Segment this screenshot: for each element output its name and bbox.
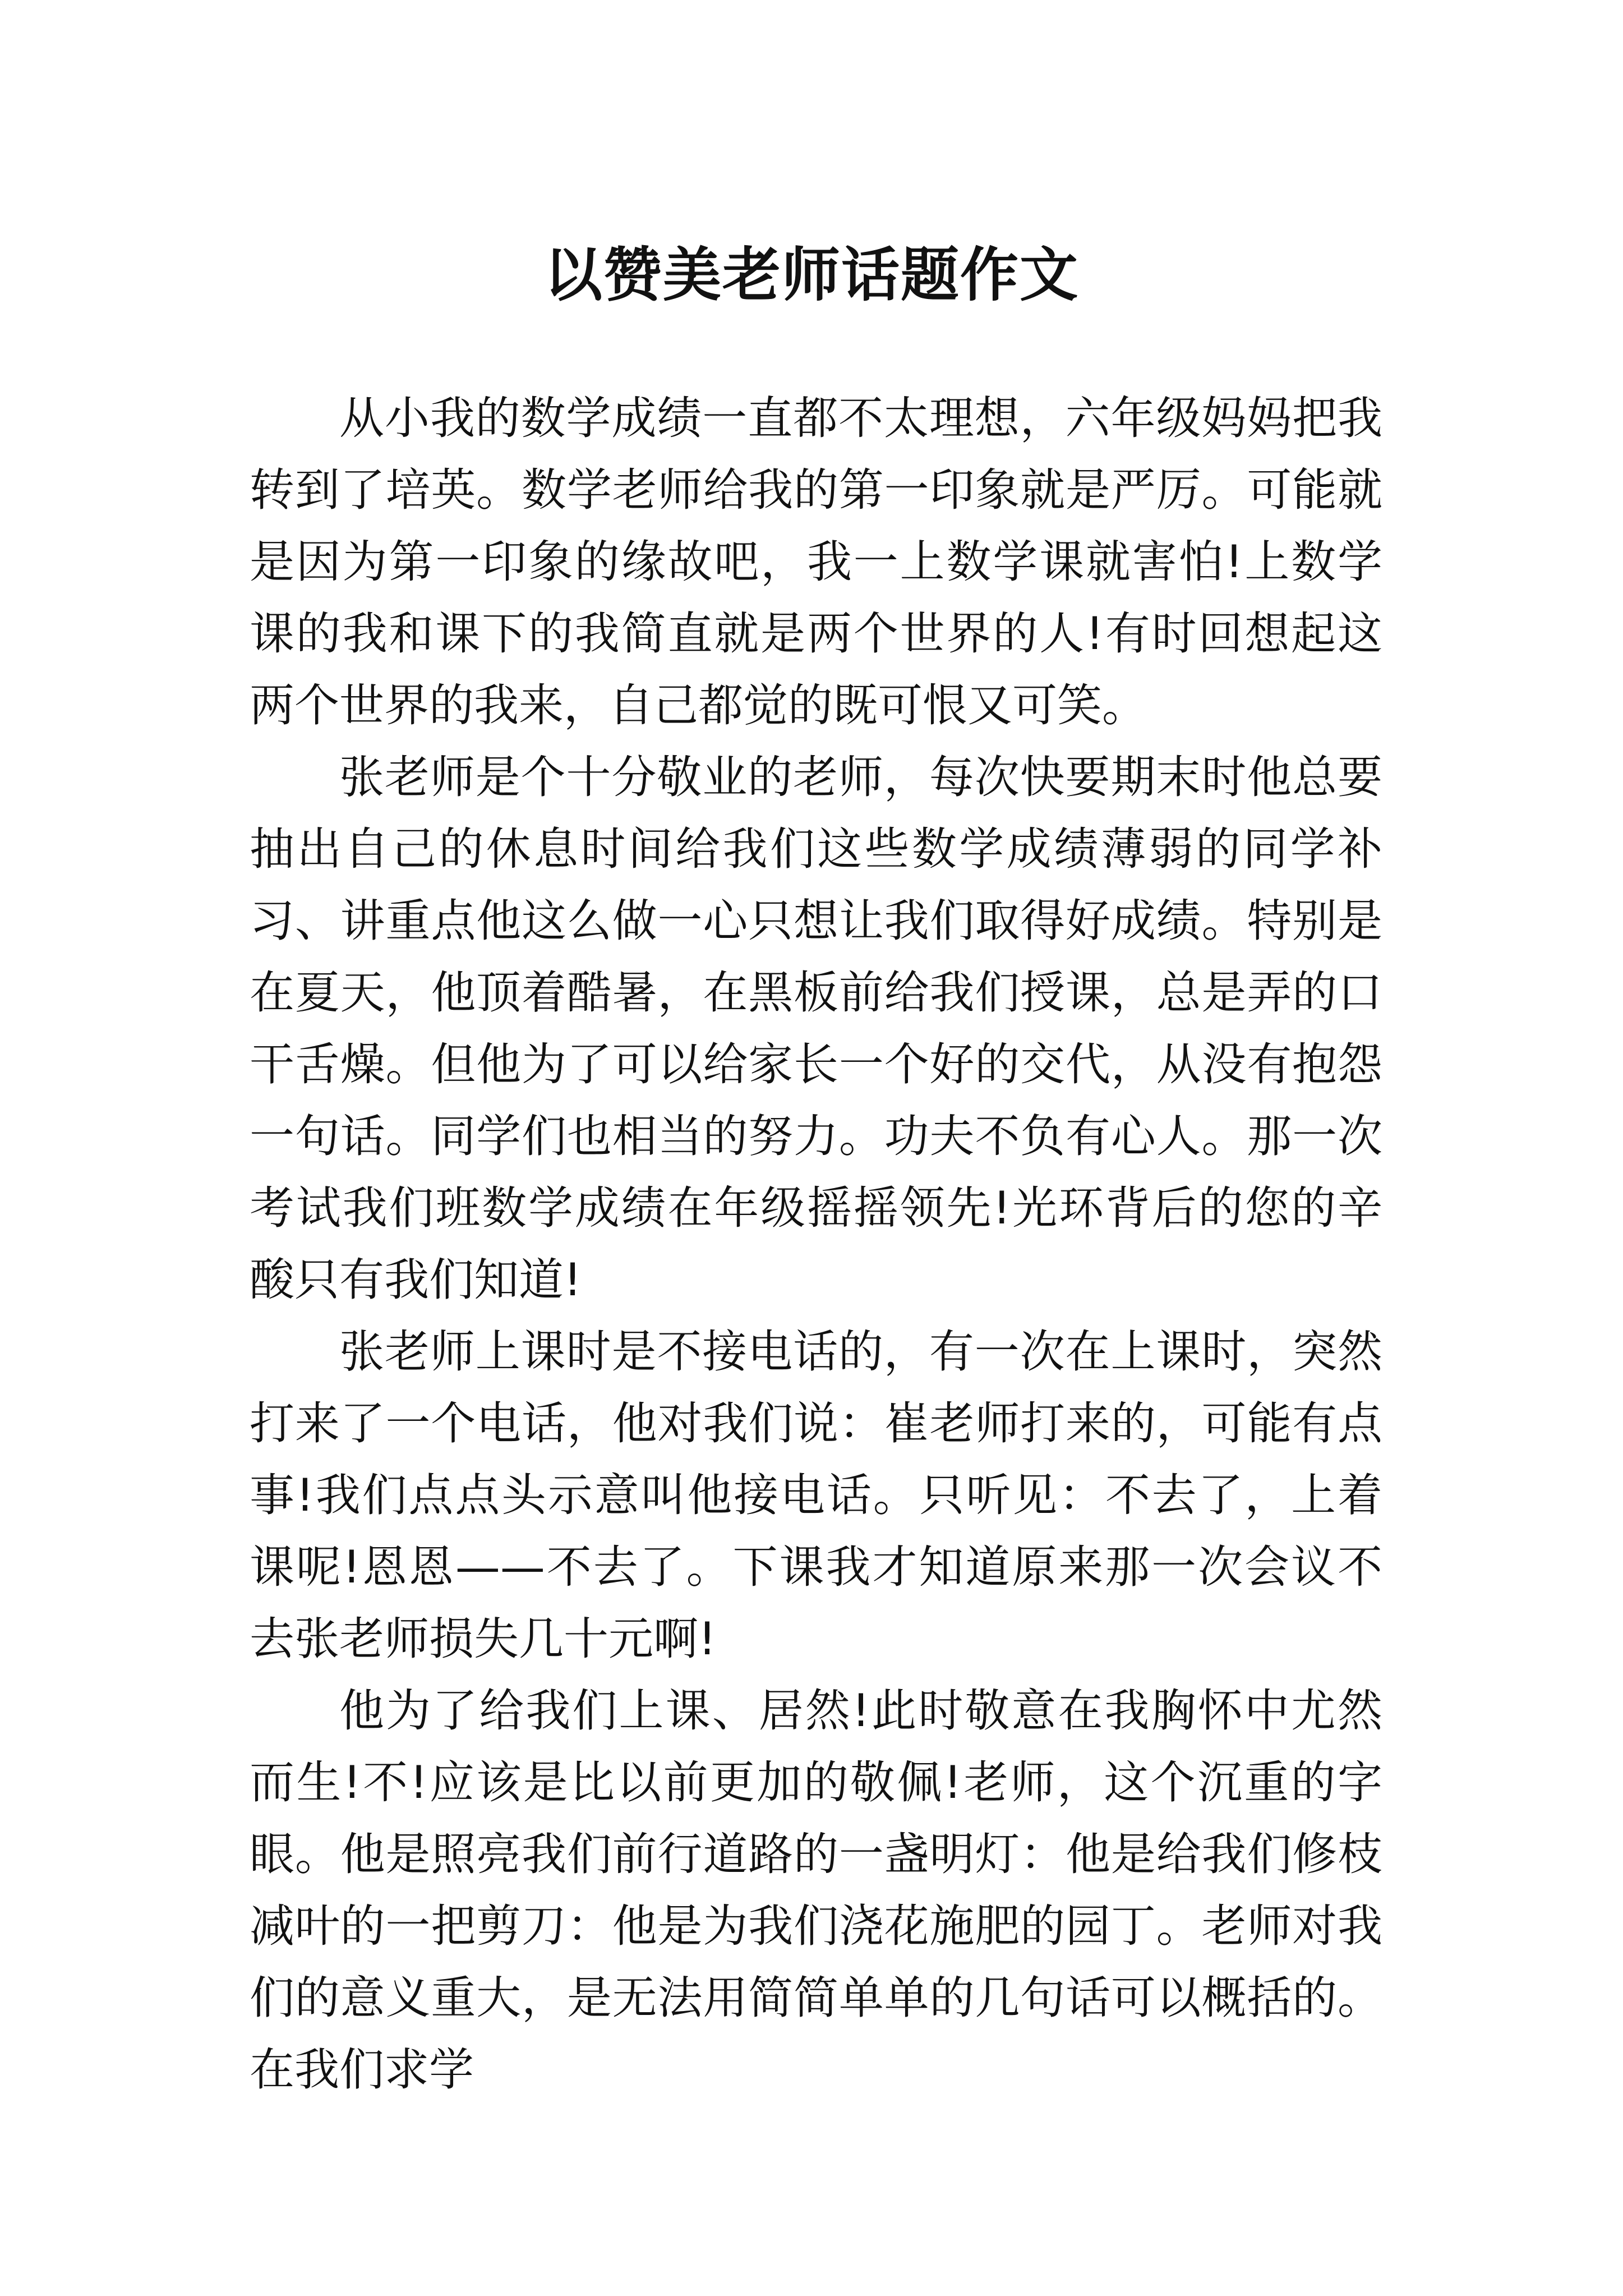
- paragraph-2: 张老师是个十分敬业的老师，每次快要期末时他总要抽出自己的休息时间给我们这些数学成绩薄弱的同学补习、讲重点他这么做一心只想让我们取得好成绩。特别是在夏天，他顶着酷暑，在黑板前给我们授课，总是弄的口干舌燥。但他为了可以给家长一个好的交代，从没有抱怨一句话。同学们也相当的努力。功夫不负有心人。那一次考试我们班数学成绩在年级摇摇领先!光环背后的您的辛酸只有我们知道!: [250, 751, 1382, 1306]
- document-title: 以赞美老师话题作文: [543, 240, 1079, 309]
- paragraph-4: 他为了给我们上课、居然!此时敬意在我胸怀中尤然而生!不!应该是比以前更加的敬佩!老师，这个沉重的字眼。他是照亮我们前行道路的一盏明灯：他是给我们修枝减叶的一把剪刀：他是为我们浇花施肥的园丁。老师对我们的意义重大，是无法用简简单单的几句话可以概括的。在我们求学: [250, 1685, 1382, 2096]
- paragraph-3: 张老师上课时是不接电话的，有一次在上课时，突然打来了一个电话，他对我们说：崔老师打来的，可能有点事!我们点点头示意叫他接电话。只听见：不去了，上着课呢!恩恩——不去了。下课我才知道原来那一次会议不去张老师损失几十元啊!: [250, 1326, 1382, 1665]
- paragraph-1: 从小我的数学成绩一直都不太理想，六年级妈妈把我转到了培英。数学老师给我的第一印象就是严厉。可能就是因为第一印象的缘故吧，我一上数学课就害怕!上数学课的我和课下的我简直就是两个世界的人!有时回想起这两个世界的我来，自己都觉的既可恨又可笑。: [250, 392, 1382, 731]
- document-body: [250, 383, 1382, 2106]
